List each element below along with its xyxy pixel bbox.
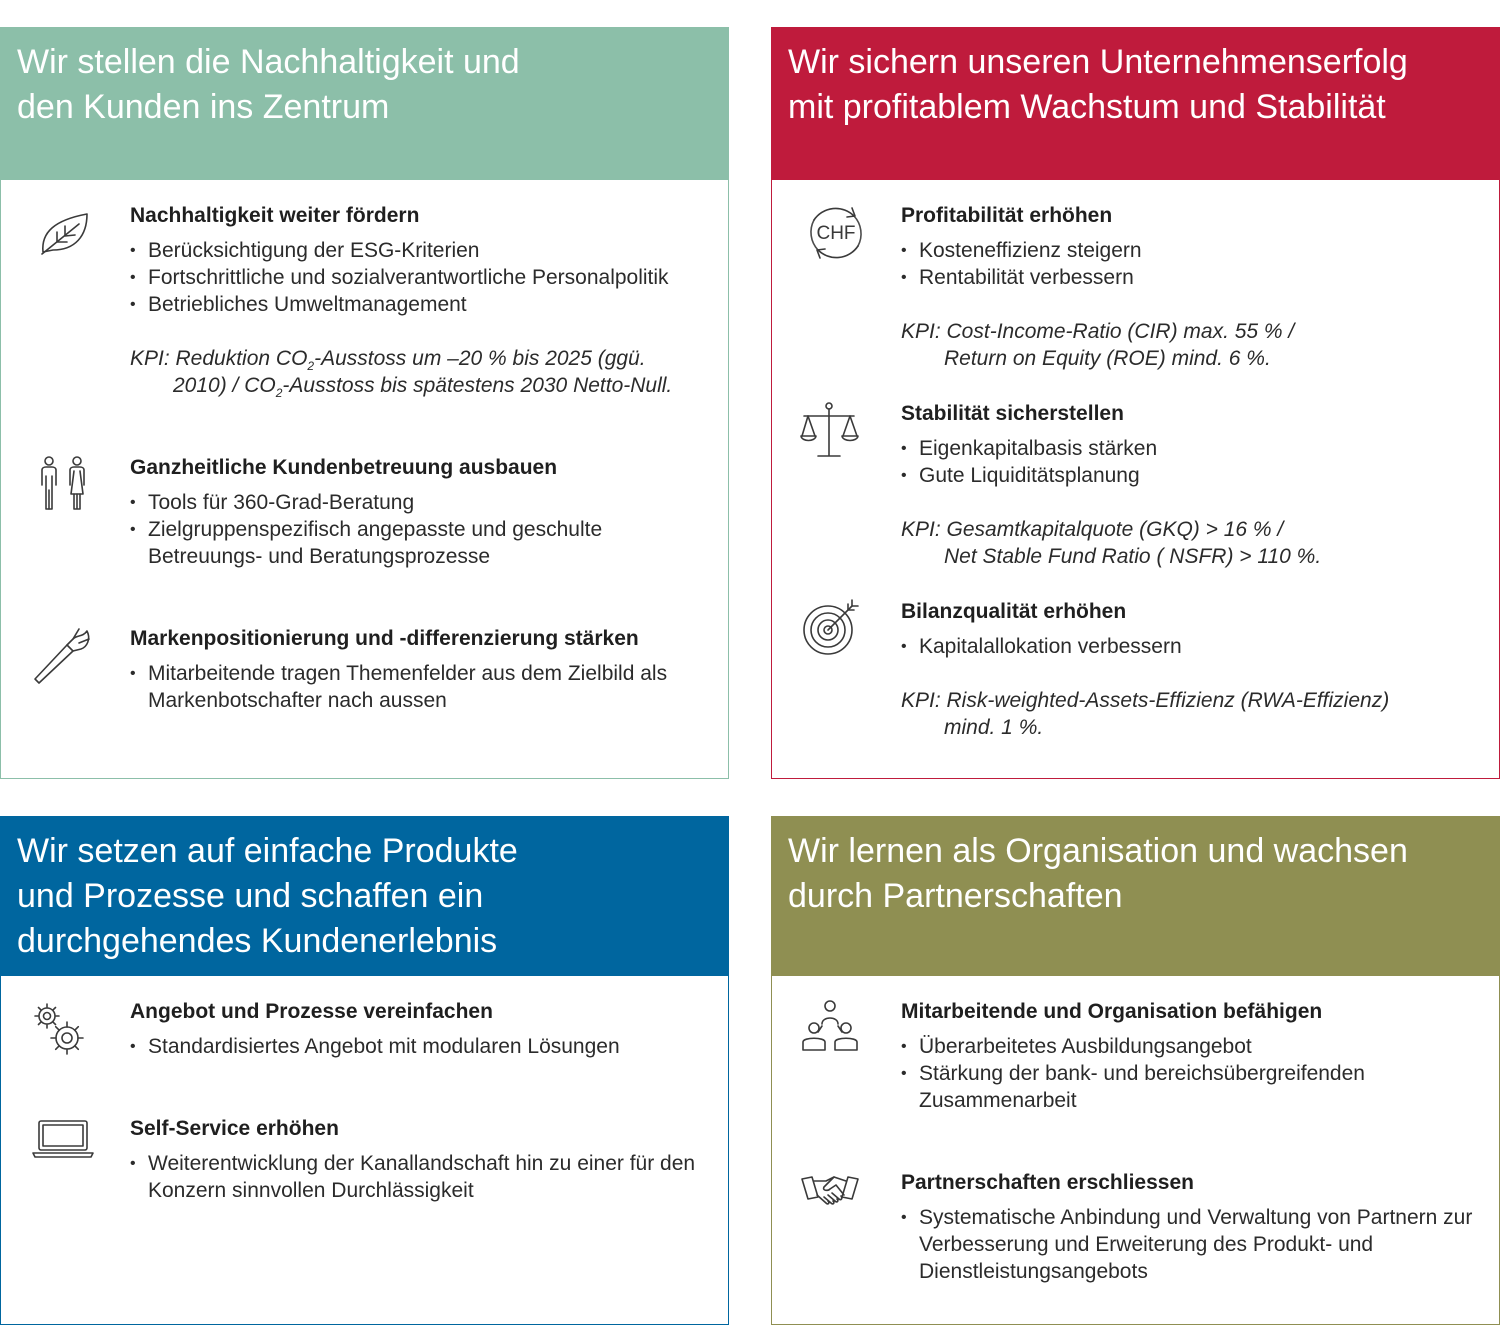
team-icon: [800, 998, 872, 1060]
scales-icon: [800, 400, 872, 462]
section-heading: Ganzheitliche Kundenbetreuung ausbauen: [130, 456, 558, 479]
card-header: [772, 817, 1499, 976]
bullet-list: [901, 633, 1487, 660]
target-icon: [800, 598, 872, 660]
section-heading: Self-Service erhöhen: [130, 1117, 339, 1140]
card-header: [1, 28, 728, 180]
card-title-line: Wir stellen die Nachhaltigkeit und: [17, 43, 520, 81]
section-heading: Mitarbeitende und Organisation befähigen: [901, 1000, 1323, 1023]
card-title-line: den Kunden ins Zentrum: [17, 88, 390, 126]
card-body: [1, 976, 728, 1324]
bullet-list: [130, 489, 716, 570]
card-learning: [771, 816, 1500, 1325]
kpi-text: [130, 345, 716, 399]
card-title-line: durchgehendes Kundenerlebnis: [17, 922, 498, 960]
list-item: • Standardisiertes Angebot mit modularen Lösungen: [130, 1033, 716, 1060]
bullet-list: [901, 237, 1487, 291]
list-item: • Kapitalallokation verbessern: [901, 633, 1487, 660]
kpi-subscript: 2: [307, 359, 315, 373]
bullet-list: [130, 1150, 716, 1204]
section-heading: Bilanzqualität erhöhen: [901, 600, 1127, 623]
card-simple-products: [0, 816, 729, 1325]
section-heading: Angebot und Prozesse vereinfachen: [130, 1000, 493, 1023]
brush-icon: [29, 625, 101, 687]
section-heading: Profitabilität erhöhen: [901, 204, 1113, 227]
list-item: • Fortschrittliche und sozialverantwortliche Personalpolitik: [130, 264, 716, 291]
card-body: [772, 976, 1499, 1324]
card-title-line: durch Partnerschaften: [788, 877, 1123, 915]
list-item: • Mitarbeitende tragen Themenfelder aus dem Zielbild als Markenbotschafter nach aussen: [130, 660, 716, 714]
kpi-text: [901, 687, 1487, 741]
list-item: • Gute Liquiditätsplanung: [901, 462, 1487, 489]
card-title-line: Wir lernen als Organisation und wachsen: [788, 832, 1408, 870]
kpi-line: KPI: Cost-Income-Ratio (CIR) max. 55 % /: [901, 320, 1295, 343]
kpi-line: Return on Equity (ROE) mind. 6 %.: [944, 347, 1271, 370]
kpi-line: mind. 1 %.: [944, 716, 1044, 739]
kpi-text-part: -Ausstoss bis spätestens 2030 Netto-Null.: [282, 374, 673, 397]
kpi-line: KPI: Gesamtkapitalquote (GKQ) > 16 % /: [901, 518, 1284, 541]
list-item: • Betriebliches Umweltmanagement: [130, 291, 716, 318]
bullet-list: [901, 1204, 1487, 1285]
section-heading: Markenpositionierung und -differenzierung stärken: [130, 627, 639, 650]
bullet-list: [130, 1033, 716, 1060]
list-item: • Zielgruppenspezifisch angepasste und geschulte Betreuungs- und Beratungsprozesse: [130, 516, 716, 570]
section-heading: Nachhaltigkeit weiter fördern: [130, 204, 420, 227]
list-item: • Tools für 360-Grad-Beratung: [130, 489, 716, 516]
kpi-text: [901, 318, 1487, 372]
laptop-icon: [29, 1115, 101, 1177]
kpi-line: Net Stable Fund Ratio ( NSFR) > 110 %.: [944, 545, 1322, 568]
card-title-line: Wir sichern unseren Unternehmenserfolg: [788, 43, 1408, 81]
chf-cycle-icon: [800, 202, 872, 264]
card-sustainability: [0, 27, 729, 779]
card-header: [772, 28, 1499, 180]
bullet-list: [130, 660, 716, 714]
section-heading: Stabilität sicherstellen: [901, 402, 1124, 425]
kpi-text-part: 2010) / CO: [173, 374, 276, 397]
list-item: • Kosteneffizienz steigern: [901, 237, 1487, 264]
bullet-list: [901, 1033, 1487, 1114]
leaf-icon: [29, 202, 101, 264]
bullet-list: [130, 237, 716, 318]
kpi-subscript: 2: [275, 386, 283, 400]
list-item: • Eigenkapitalbasis stärken: [901, 435, 1487, 462]
list-item: • Stärkung der bank- und bereichsübergreifenden Zusammenarbeit: [901, 1060, 1487, 1114]
section-heading: Partnerschaften erschliessen: [901, 1171, 1194, 1194]
list-item: • Systematische Anbindung und Verwaltung von Partnern zur Verbesserung und Erweiterung des Produkt- und Dienstleistungsangebots: [901, 1204, 1487, 1285]
bullet-list: [901, 435, 1487, 489]
card-success: [771, 27, 1500, 779]
card-body: [772, 180, 1499, 778]
card-title-line: mit profitablem Wachstum und Stabilität: [788, 88, 1386, 126]
kpi-text: [901, 516, 1487, 570]
card-title-line: Wir setzen auf einfache Produkte: [17, 832, 518, 870]
list-item: • Weiterentwicklung der Kanallandschaft hin zu einer für den Konzern sinnvollen Durchlässigkeit: [130, 1150, 716, 1204]
list-item: • Berücksichtigung der ESG-Kriterien: [130, 237, 716, 264]
card-title-line: und Prozesse und schaffen ein: [17, 877, 484, 915]
card-body: [1, 180, 728, 778]
list-item: • Überarbeitetes Ausbildungsangebot: [901, 1033, 1487, 1060]
chf-label: CHF: [816, 223, 856, 244]
kpi-text-part: KPI: Reduktion CO: [130, 347, 308, 370]
list-item: • Rentabilität verbessern: [901, 264, 1487, 291]
kpi-text-part: -Ausstoss um –20 % bis 2025 (ggü.: [314, 347, 646, 370]
card-header: [1, 817, 728, 976]
handshake-icon: [800, 1169, 872, 1231]
people-icon: [29, 454, 101, 516]
kpi-line: KPI: Risk-weighted-Assets-Effizienz (RWA-Effizienz): [901, 689, 1390, 712]
gears-icon: [29, 998, 101, 1060]
